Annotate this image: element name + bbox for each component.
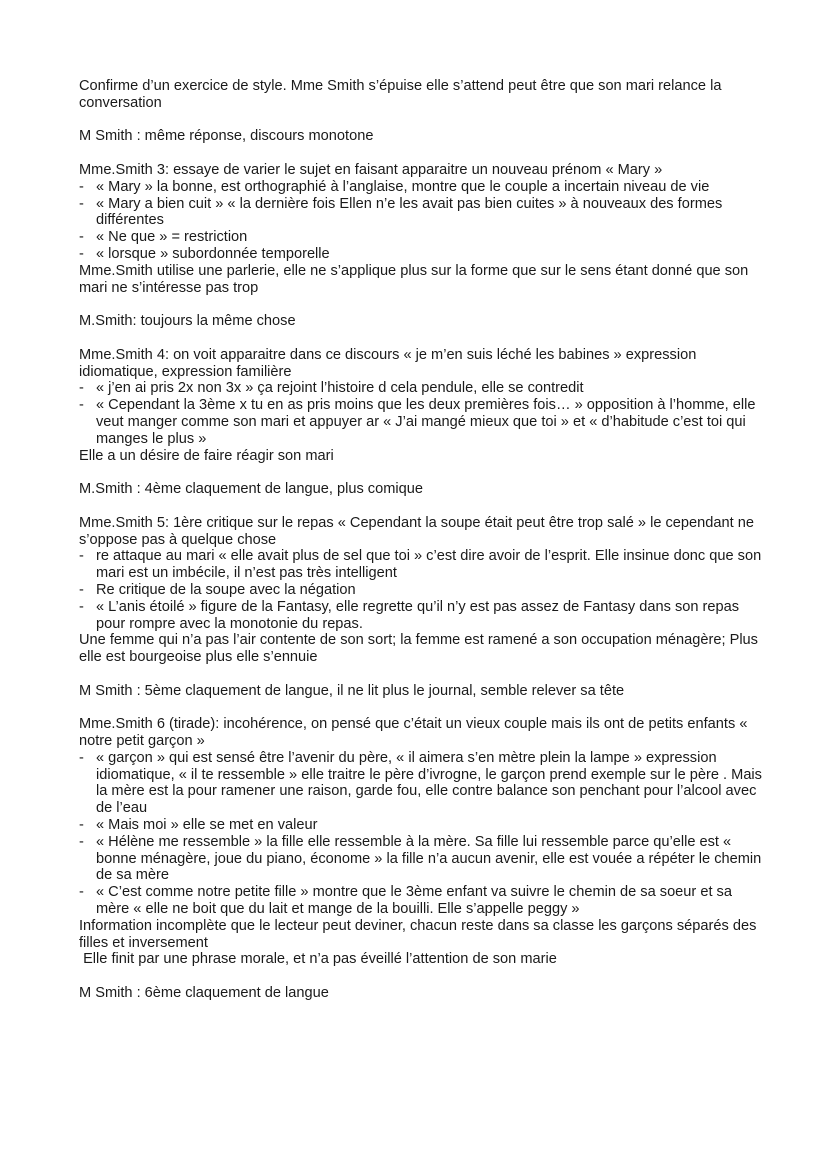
list-item-text: « Cependant la 3ème x tu en as pris moins que les deux premières fois… » opposition à l’homme, elle veut manger comme son mari et appuyer ar « J’ai mangé mieux que toi » et « d’habitude c’est toi qui manges le plus » xyxy=(96,397,756,447)
list-item-text: Re critique de la soupe avec la négation xyxy=(96,581,356,598)
dash-marker: - xyxy=(79,195,84,212)
bullet-list xyxy=(79,380,769,447)
list-item xyxy=(79,246,769,263)
paragraph: Information incomplète que le lecteur peut deviner, chacun reste dans sa classe les garçons séparés des filles et inversement xyxy=(79,917,757,951)
list-item-text: « Ne que » = restriction xyxy=(96,229,248,246)
dash-marker: - xyxy=(79,749,84,766)
document-body xyxy=(79,78,769,1002)
dash-marker: - xyxy=(79,178,84,195)
list-item xyxy=(79,834,769,884)
spacer xyxy=(79,699,769,716)
list-item xyxy=(79,229,769,246)
dash-marker: - xyxy=(79,581,84,598)
dash-marker: - xyxy=(79,598,84,615)
paragraph: Confirme d’un exercice de style. Mme Smith s’épuise elle s’attend peut être que son mari relance la conversation xyxy=(79,78,722,111)
dash-marker: - xyxy=(79,833,84,850)
paragraph: M Smith : 6ème claquement de langue xyxy=(79,985,329,1002)
bullet-list xyxy=(79,179,769,263)
paragraph: M.Smith: toujours la même chose xyxy=(79,313,296,330)
list-item-text: « Mary a bien cuit » « la dernière fois Ellen n’e les avait pas bien cuites » à nouveaux des formes différentes xyxy=(96,195,723,229)
spacer xyxy=(79,112,769,129)
spacer xyxy=(79,968,769,985)
list-item-text: « lorsque » subordonnée temporelle xyxy=(96,245,330,262)
list-item-text: « C’est comme notre petite fille » montre que le 3ème enfant va suivre le chemin de sa soeur et sa mère « elle ne boit que du lait et mange de la bouilli. Elle s’appelle peggy » xyxy=(96,884,732,918)
list-item-text: « Hélène me ressemble » la fille elle ressemble à la mère. Sa fille lui ressemble parce qu’elle est « bonne ménagère, joue du piano, économe » la fille n’a aucun avenir, elle est vouée a répéter le chemin de sa mère xyxy=(96,833,762,884)
dash-marker: - xyxy=(79,397,84,414)
list-item-text: « j’en ai pris 2x non 3x » ça rejoint l’histoire d cela pendule, elle se contredit xyxy=(96,380,584,397)
spacer xyxy=(79,296,769,313)
list-item xyxy=(79,548,769,582)
paragraph: Mme.Smith 6 (tirade): incohérence, on pensé que c’était un vieux couple mais ils ont de petits enfants « notre petit garçon » xyxy=(79,716,748,750)
bullet-list xyxy=(79,750,769,918)
paragraph: M Smith : même réponse, discours monotone xyxy=(79,128,374,145)
dash-marker: - xyxy=(79,380,84,397)
list-item-text: re attaque au mari « elle avait plus de sel que toi » c’est dire avoir de l’esprit. Elle insinue donc que son mari est un imbécile, il n’est pas très intelligent xyxy=(96,548,762,582)
list-item xyxy=(79,397,769,447)
dash-marker: - xyxy=(79,245,84,262)
paragraph: Une femme qui n’a pas l’air contente de son sort; la femme est ramené a son occupation ménagère; Plus elle est bourgeoise plus elle s’ennuie xyxy=(79,632,758,666)
list-item xyxy=(79,196,769,230)
paragraph: Mme.Smith 3: essaye de varier le sujet en faisant apparaitre un nouveau prénom « Mary » xyxy=(79,161,663,178)
paragraph: Mme.Smith 4: on voit apparaitre dans ce discours « je m’en suis léché les babines » expression idiomatique, expression familière xyxy=(79,346,697,380)
list-item xyxy=(79,884,769,918)
list-item xyxy=(79,599,769,633)
list-item xyxy=(79,750,769,817)
spacer xyxy=(79,666,769,683)
list-item xyxy=(79,582,769,599)
bullet-list xyxy=(79,548,769,632)
list-item-text: « Mais moi » elle se met en valeur xyxy=(96,817,318,834)
list-item-text: « garçon » qui est sensé être l’avenir du père, « il aimera s’en mètre plein la lampe » expression idiomatique, « il te ressemble » elle traitre le père d’ivrogne, le garçon prend exemple sur le père . Mais la mère est la pour ramener une raison, garde fou, elle contre balance son penchant pour l’alcool avec de l’eau xyxy=(96,749,762,817)
paragraph: M Smith : 5ème claquement de langue, il ne lit plus le journal, semble relever sa tête xyxy=(79,682,625,699)
spacer xyxy=(79,330,769,347)
paragraph: Mme.Smith 5: 1ère critique sur le repas « Cependant la soupe était peut être trop salé » le cependant ne s’oppose pas à quelque chose xyxy=(79,514,754,548)
paragraph: Elle a un désire de faire réagir son mari xyxy=(79,447,334,464)
list-item xyxy=(79,817,769,834)
paragraph: Mme.Smith utilise une parlerie, elle ne s’applique plus sur la forme que sur le sens étant donné que son mari ne s’intéresse pas trop xyxy=(79,262,749,296)
spacer xyxy=(79,498,769,515)
dash-marker: - xyxy=(79,548,84,565)
list-item xyxy=(79,380,769,397)
dash-marker: - xyxy=(79,884,84,901)
paragraph: M.Smith : 4ème claquement de langue, plus comique xyxy=(79,481,423,498)
dash-marker: - xyxy=(79,229,84,246)
spacer xyxy=(79,464,769,481)
list-item xyxy=(79,179,769,196)
dash-marker: - xyxy=(79,817,84,834)
paragraph: Elle finit par une phrase morale, et n’a pas éveillé l’attention de son marie xyxy=(79,951,557,968)
spacer xyxy=(79,145,769,162)
list-item-text: « L’anis étoilé » figure de la Fantasy, elle regrette qu’il n’y est pas assez de Fantasy dans son repas pour rompre avec la monotonie du repas. xyxy=(96,598,740,632)
list-item-text: « Mary » la bonne, est orthographié à l’anglaise, montre que le couple a incertain niveau de vie xyxy=(96,178,710,195)
